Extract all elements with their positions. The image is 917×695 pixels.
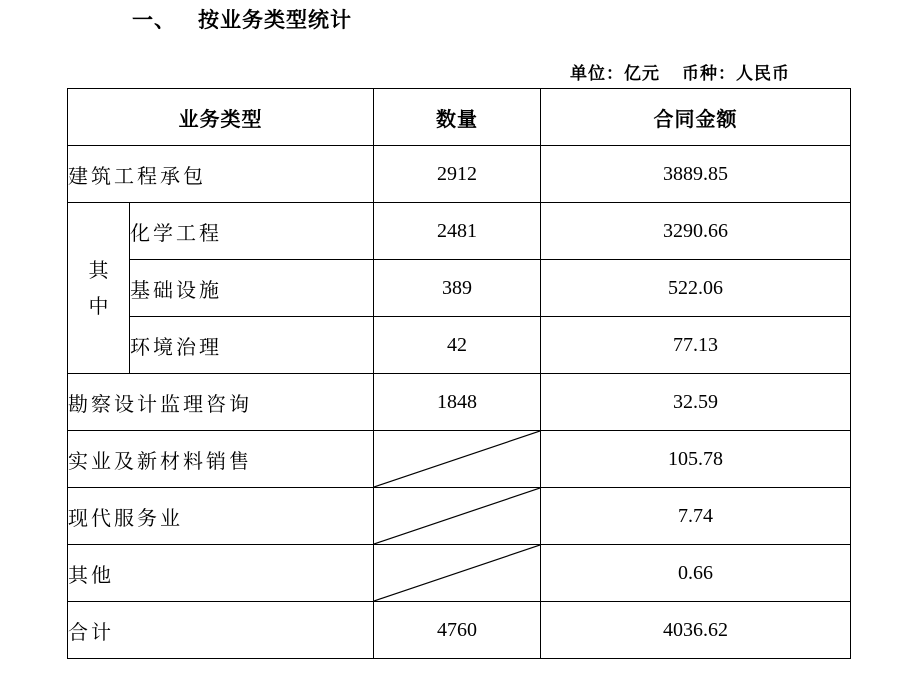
row-count: 389 (374, 260, 541, 317)
row-label: 基础设施 (130, 260, 374, 317)
row-amount: 32.59 (541, 374, 851, 431)
row-amount: 522.06 (541, 260, 851, 317)
of-which-label (68, 203, 130, 374)
total-amount: 4036.62 (541, 602, 851, 659)
row-label: 勘察设计监理咨询 (68, 374, 374, 431)
diagonal-slash (374, 431, 540, 487)
row-amount: 3889.85 (541, 146, 851, 203)
of-which-char-1: 其 (88, 258, 109, 282)
row-count: 42 (374, 317, 541, 374)
table-row (68, 146, 851, 203)
row-label: 其他 (68, 545, 374, 602)
table-total-row (68, 602, 851, 659)
not-applicable-cell (374, 488, 541, 545)
table-header-row (68, 89, 851, 146)
diagonal-slash (374, 545, 540, 601)
header-business-type: 业务类型 (68, 89, 374, 146)
header-contract-amount: 合同金额 (541, 89, 851, 146)
total-count: 4760 (374, 602, 541, 659)
not-applicable-cell (374, 431, 541, 488)
table-row (68, 203, 851, 260)
row-amount: 105.78 (541, 431, 851, 488)
row-label: 实业及新材料销售 (68, 431, 374, 488)
currency-label: 币种：人民币 (682, 64, 790, 84)
header-count: 数量 (374, 89, 541, 146)
row-count: 1848 (374, 374, 541, 431)
not-applicable-cell (374, 545, 541, 602)
table-row (68, 260, 851, 317)
section-heading (132, 4, 352, 34)
row-label: 现代服务业 (68, 488, 374, 545)
total-label: 合计 (68, 602, 374, 659)
row-amount: 7.74 (541, 488, 851, 545)
row-label: 建筑工程承包 (68, 146, 374, 203)
row-amount: 0.66 (541, 545, 851, 602)
row-count: 2481 (374, 203, 541, 260)
unit-label: 单位：亿元 (570, 64, 660, 84)
unit-note (570, 59, 790, 84)
section-number: 一、 (132, 8, 176, 32)
row-label: 环境治理 (130, 317, 374, 374)
row-count: 2912 (374, 146, 541, 203)
row-amount: 3290.66 (541, 203, 851, 260)
diagonal-slash (374, 488, 540, 544)
table-row (68, 374, 851, 431)
table-row (68, 488, 851, 545)
row-label: 化学工程 (130, 203, 374, 260)
row-amount: 77.13 (541, 317, 851, 374)
table-row (68, 545, 851, 602)
section-title: 按业务类型统计 (198, 8, 352, 32)
of-which-char-2: 中 (88, 294, 109, 318)
table-row (68, 431, 851, 488)
business-type-table (67, 88, 851, 659)
table-row (68, 317, 851, 374)
